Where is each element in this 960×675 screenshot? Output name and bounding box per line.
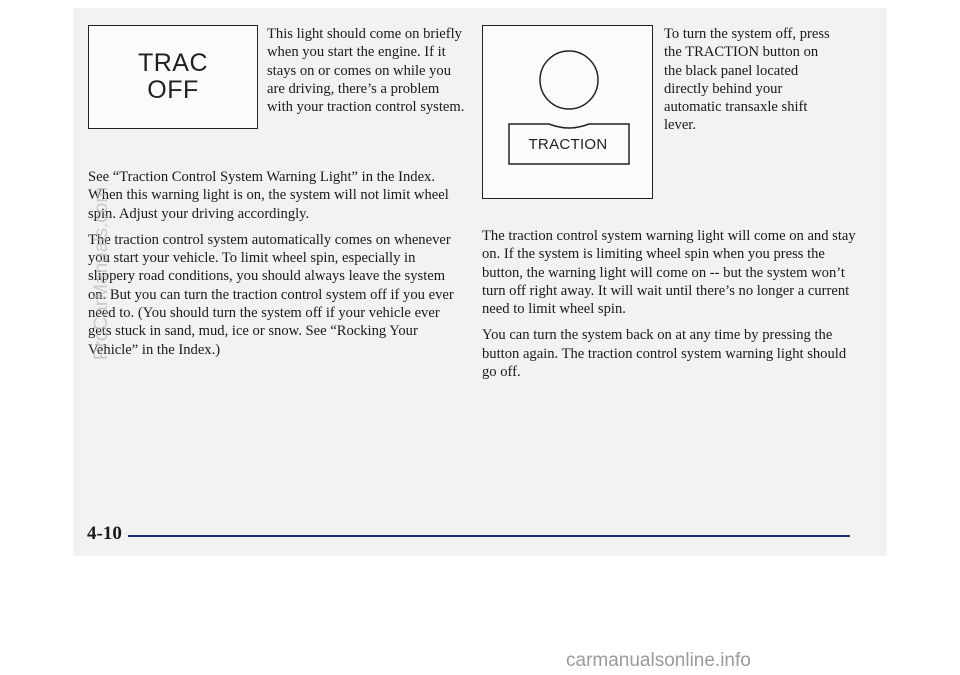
traction-button-label: TRACTION xyxy=(528,136,608,153)
button-description xyxy=(664,25,839,143)
light-description xyxy=(267,25,467,124)
light-description-text: This light should come on briefly when you start the engine. If it stays on or comes on while you are driving, there’s a problem with your traction control system. xyxy=(267,26,465,116)
footer-rule xyxy=(128,535,850,537)
right-paragraph-1: The traction control system warning light will come on and stay on. If the system is limiting wheel spin when you press the button, the warning light will come on -- but the system won’t turn off right away. It will wait until there’s no longer a current need to limit wheel spin. xyxy=(482,228,856,318)
left-paragraph-1: See “Traction Control System Warning Light” in the Index. When this warning light is on, the system will not limit wheel spin. Adjust your driving accordingly. xyxy=(88,169,449,222)
traction-button-drawing xyxy=(483,26,654,200)
right-paragraph-2: You can turn the system back on at any time by pressing the button again. The traction control system warning light should go off. xyxy=(482,327,847,381)
left-body xyxy=(88,168,465,367)
page-number: 4-10 xyxy=(87,523,122,544)
button-description-text: To turn the system off, press the TRACTION button on the black panel located directly behind your automatic transaxle shift lever. xyxy=(664,26,830,134)
left-paragraph-2: The traction control system automatically comes on whenever you start your vehicle. To limit wheel spin, especially in slippery road conditions, you should always leave the system on. But you can turn the traction control system off if you ever need to. (You should turn the system off if your vehicle ever gets stuck in sand, mud, ice or snow. See “Rocking Your Vehicle” in the Index.) xyxy=(88,231,454,358)
button-knob-icon xyxy=(540,51,598,109)
indicator-text-line1: TRAC xyxy=(137,49,209,77)
right-body xyxy=(482,227,857,389)
traction-button-illustration xyxy=(482,25,653,199)
indicator-text-line2: OFF xyxy=(147,76,199,104)
trac-off-indicator-illustration xyxy=(88,25,258,129)
bottom-watermark: carmanualsonline.info xyxy=(566,650,751,671)
side-watermark: ProCarManuals.com xyxy=(91,186,112,360)
